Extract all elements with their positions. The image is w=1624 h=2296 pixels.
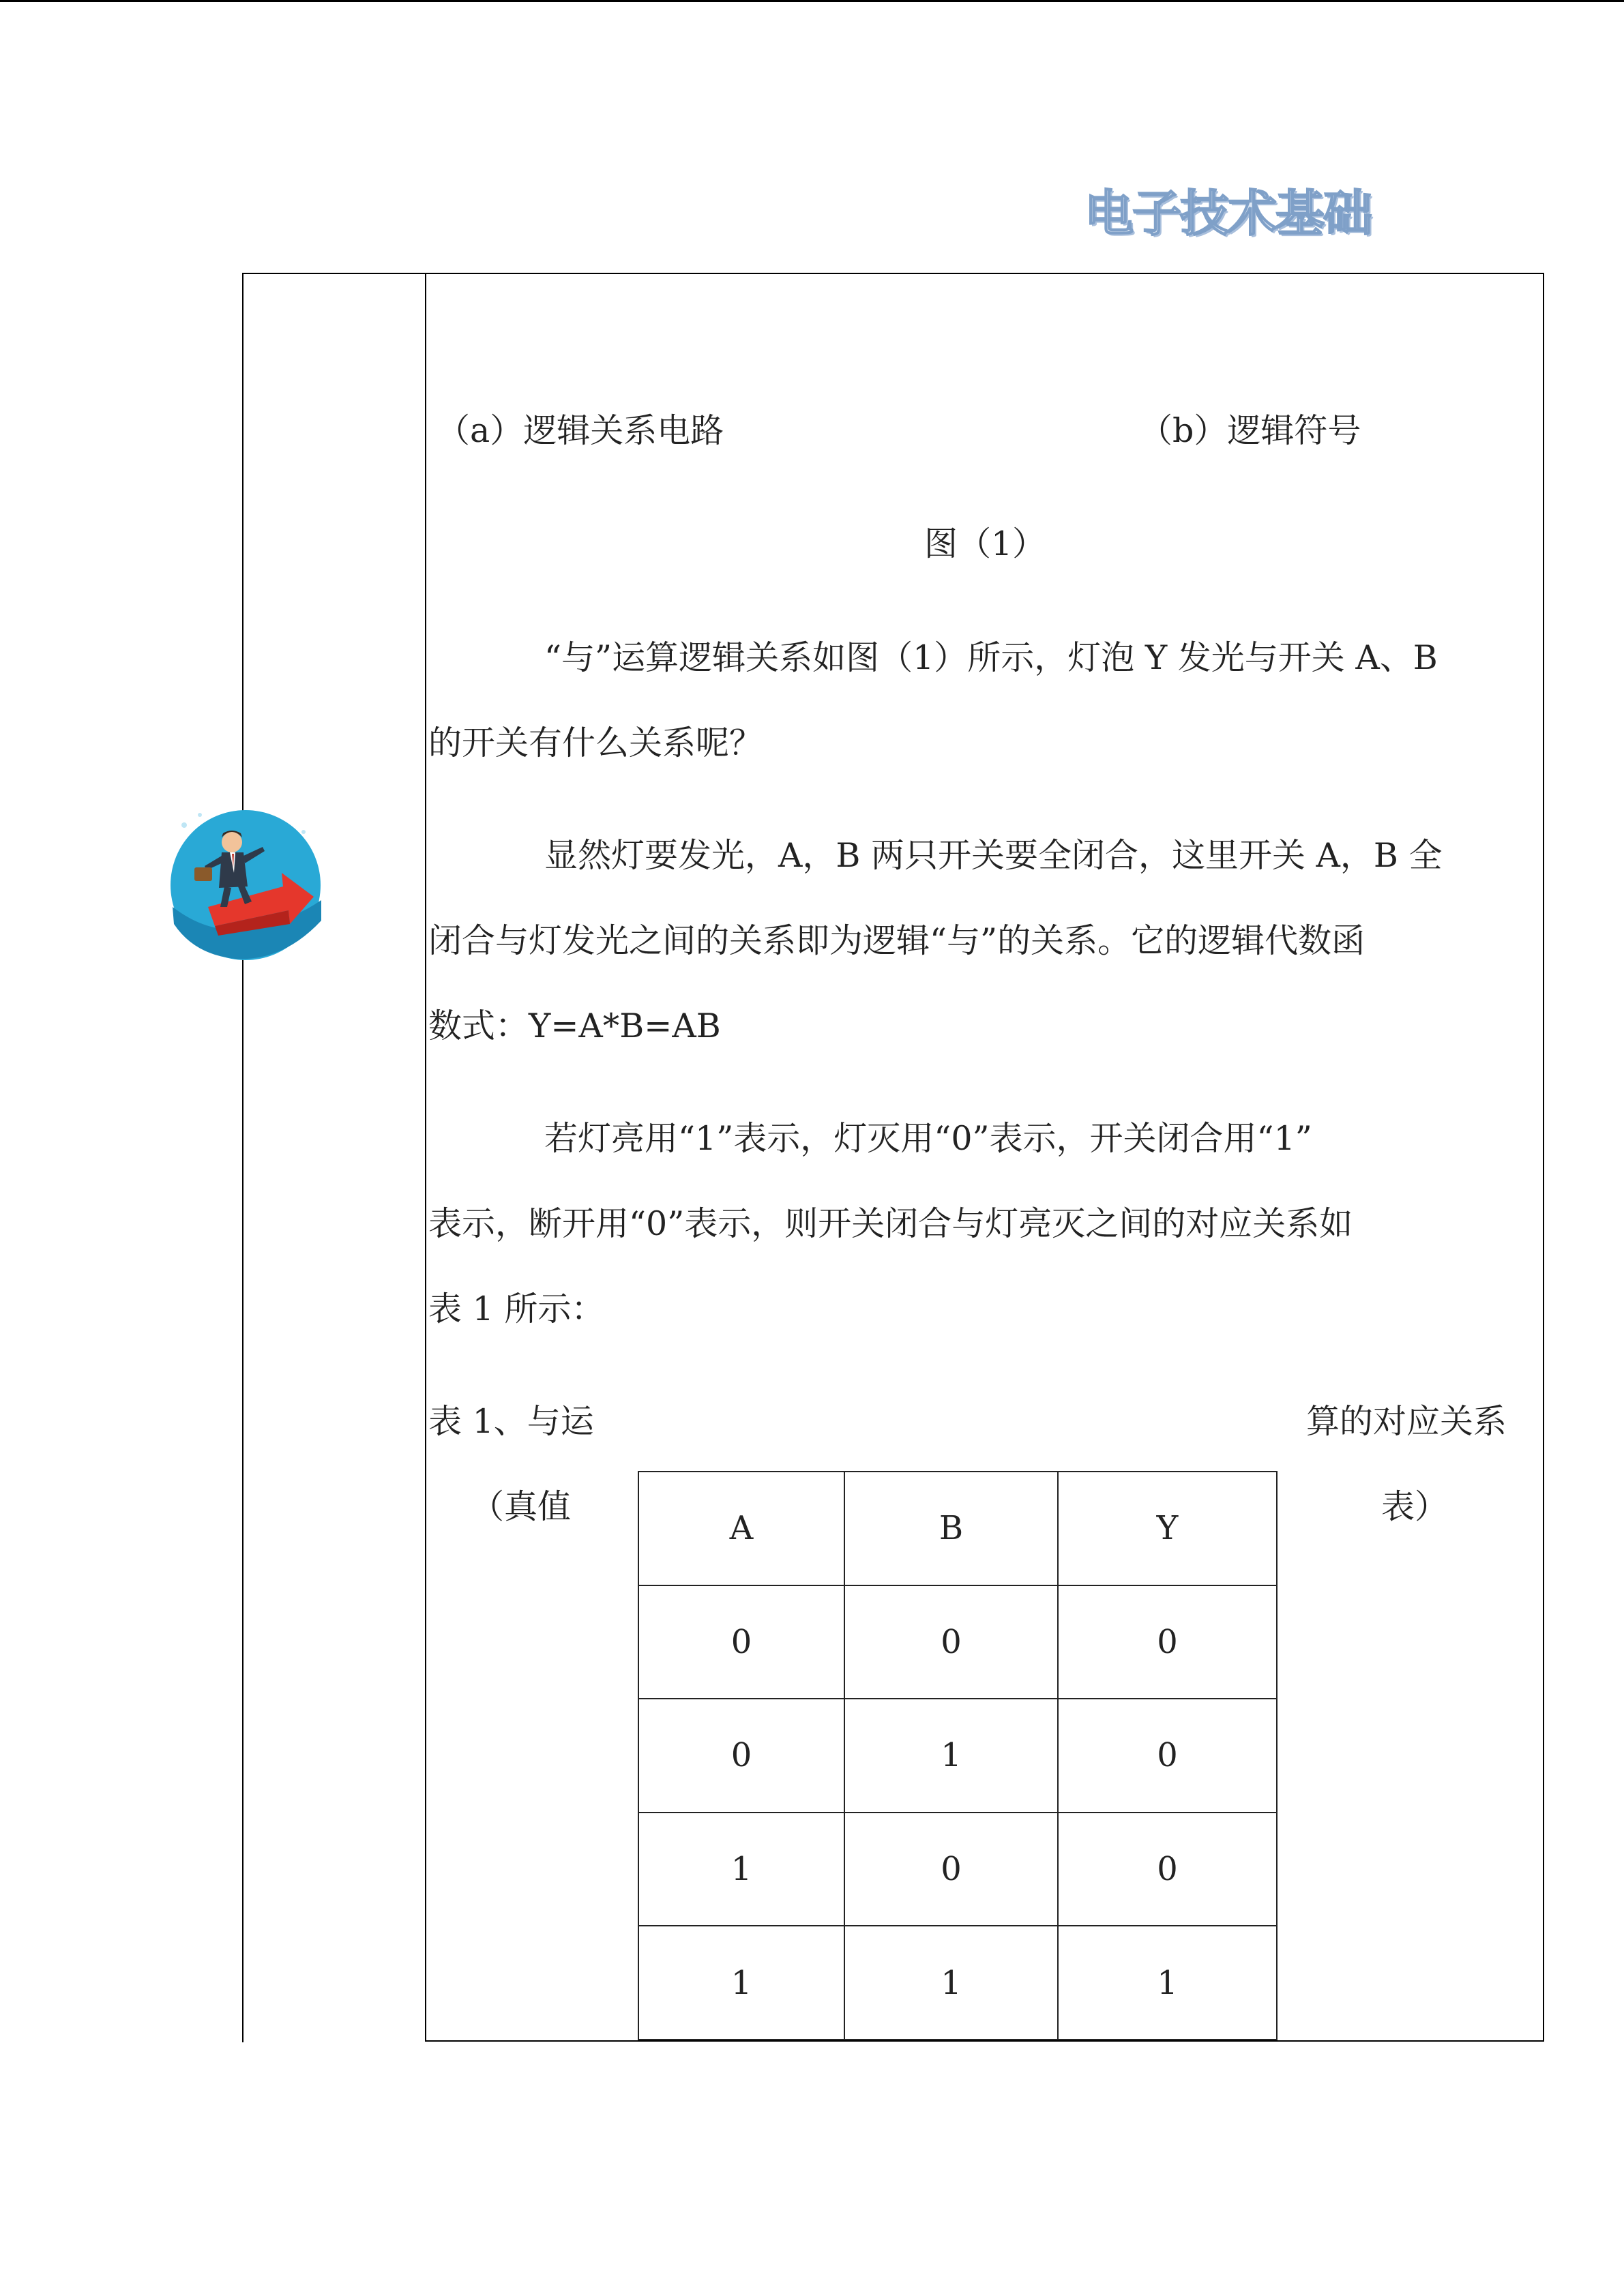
truth-table-cell: 0	[638, 1699, 844, 1813]
truth-table-cell: 1	[638, 1813, 844, 1926]
table-caption-left-2: （真值	[471, 1487, 572, 1526]
truth-table-header: B	[844, 1472, 1058, 1585]
truth-table-row	[638, 1926, 1277, 2040]
paragraph-2-line-2: 闭合与灯发光之间的关系即为逻辑“与”的关系。它的逻辑代数函	[428, 921, 1365, 960]
truth-table-cell: 0	[1058, 1585, 1277, 1699]
paragraph-2-line-1: 显然灯要发光，A，B 两只开关要全闭合，这里开关 A，B 全	[544, 836, 1443, 875]
truth-table-cell: 1	[1058, 1926, 1277, 2040]
page-header-title: 电子技术基础	[1084, 185, 1372, 242]
frame-left-column-top-border	[242, 273, 426, 274]
truth-table-cell: 1	[638, 1926, 844, 2040]
figure-caption-b: （b）逻辑符号	[1139, 411, 1361, 450]
truth-table-cell: 1	[844, 1699, 1058, 1813]
truth-table	[638, 1471, 1278, 2040]
figure-caption-a: （a）逻辑关系电路	[437, 411, 724, 450]
table-caption-right-1: 算的对应关系	[1306, 1402, 1507, 1441]
businessman-on-arrow-icon	[167, 805, 324, 961]
truth-table-header: Y	[1058, 1472, 1277, 1585]
truth-table-cell: 0	[844, 1585, 1058, 1699]
table-caption-left-1: 表 1、与运	[428, 1402, 594, 1441]
truth-table-cell: 0	[638, 1585, 844, 1699]
table-caption-right-2: 表）	[1381, 1487, 1449, 1526]
truth-table-cell: 1	[844, 1926, 1058, 2040]
truth-table-row	[638, 1813, 1277, 1926]
figure-label: 图（1）	[924, 524, 1046, 563]
truth-table-cell: 0	[844, 1813, 1058, 1926]
truth-table-cell: 0	[1058, 1813, 1277, 1926]
truth-table-row	[638, 1699, 1277, 1813]
paragraph-1-line-1: “与”运算逻辑关系如图（1）所示，灯泡 Y 发光与开关 A、B	[544, 638, 1438, 677]
paragraph-3-line-1: 若灯亮用“1”表示，灯灭用“0”表示，开关闭合用“1”	[544, 1119, 1312, 1158]
frame-left-column-border	[242, 273, 243, 2042]
page-top-border	[0, 0, 1624, 2]
paragraph-2-line-3: 数式：Y=A*B=AB	[428, 1007, 721, 1045]
truth-table-header-row	[638, 1472, 1277, 1585]
truth-table-row	[638, 1585, 1277, 1699]
truth-table-cell: 0	[1058, 1699, 1277, 1813]
paragraph-3-line-3: 表 1 所示：	[428, 1289, 605, 1328]
paragraph-1-line-2: 的开关有什么关系呢？	[428, 724, 763, 762]
truth-table-header: A	[638, 1472, 844, 1585]
paragraph-3-line-2: 表示，断开用“0”表示，则开关闭合与灯亮灭之间的对应关系如	[428, 1204, 1353, 1243]
